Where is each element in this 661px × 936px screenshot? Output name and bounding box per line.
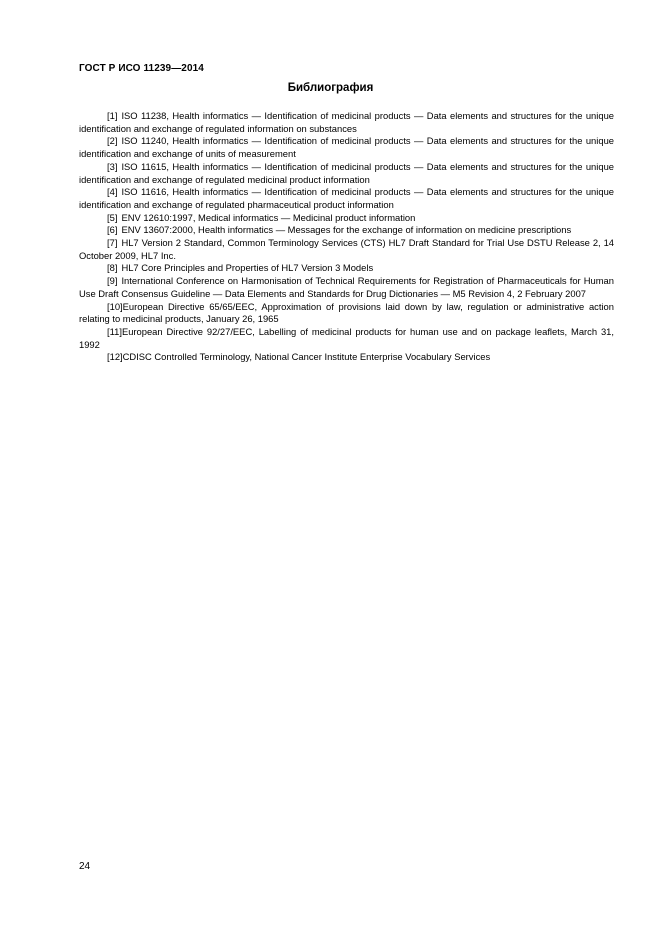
entry-text: HL7 Version 2 Standard, Common Terminology Services (CTS) HL7 Draft Standard for Trial Use DSTU Release 2, 14 October 2009, HL7 Inc. [79, 237, 614, 261]
entry-text: ENV 12610:1997, Medical informatics — Medicinal product information [121, 211, 416, 223]
entry-number: [7] [107, 237, 118, 249]
entry-number: [5] [107, 211, 118, 223]
entry-number: [1] [107, 110, 118, 121]
bibliography-entry [79, 275, 614, 300]
document-code-header: ГОСТ Р ИСО 11239—2014 [79, 63, 204, 74]
bibliography-entry [79, 212, 614, 225]
entry-text: HL7 Core Principles and Properties of HL7 Version 3 Models [121, 262, 374, 274]
entry-number: [11] [107, 325, 122, 337]
entry-number: [8] [107, 262, 118, 274]
entry-number: [6] [107, 224, 118, 236]
bibliography-entry [79, 237, 614, 262]
entry-number: [10] [107, 300, 123, 312]
entry-text: European Directive 92/27/EEC, Labelling of medicinal products for human use and on package leaflets, March 31, 1992 [79, 325, 614, 350]
entry-text: International Conference on Harmonisation of Technical Requirements for Registration of Pharmaceuticals for Human Use Draft Consensus Guideline — Data Elements and Standards for Drug Dictionaries — M5 Revision 4, 2 February 2007 [79, 275, 614, 299]
entry-number: [12] [107, 351, 123, 363]
entry-number: [4] [107, 186, 118, 198]
entry-text: ISO 11615, Health informatics — Identification of medicinal products — Data elements and structures for the unique identification and exchange of regulated medicinal product information [79, 160, 614, 185]
bibliography-entry [79, 351, 614, 364]
bibliography-list [79, 110, 614, 364]
bibliography-entry [79, 224, 614, 237]
section-title: Библиография [287, 82, 374, 94]
entry-text: ISO 11616, Health informatics — Identification of medicinal products — Data elements and structures for the unique identification and exchange of regulated pharmaceutical product information [79, 186, 614, 210]
entry-text: CDISC Controlled Terminology, National Cancer Institute Enterprise Vocabulary Services [122, 351, 491, 363]
bibliography-entry [79, 186, 614, 211]
bibliography-entry [79, 135, 614, 160]
entry-text: ENV 13607:2000, Health informatics — Messages for the exchange of information on medicine prescriptions [121, 224, 572, 236]
bibliography-entry [79, 161, 614, 186]
entry-text: ISO 11238, Health informatics — Identification of medicinal products — Data elements and structures for the unique identification and exchange of regulated information on substances [79, 110, 614, 134]
bibliography-entry [79, 262, 614, 275]
entry-text: ISO 11240, Health informatics — Identification of medicinal products — Data elements and structures for the unique identification and exchange of units of measurement [79, 135, 614, 160]
entry-number: [2] [107, 135, 118, 147]
entry-number: [3] [107, 160, 118, 172]
page-number: 24 [79, 861, 91, 872]
entry-number: [9] [107, 275, 118, 287]
bibliography-entry [79, 326, 614, 351]
bibliography-entry [79, 301, 614, 326]
bibliography-entry [79, 110, 614, 135]
entry-text: European Directive 65/65/EEC, Approximation of provisions laid down by law, regulation or administrative action relating to medicinal products, January 26, 1965 [79, 300, 614, 325]
